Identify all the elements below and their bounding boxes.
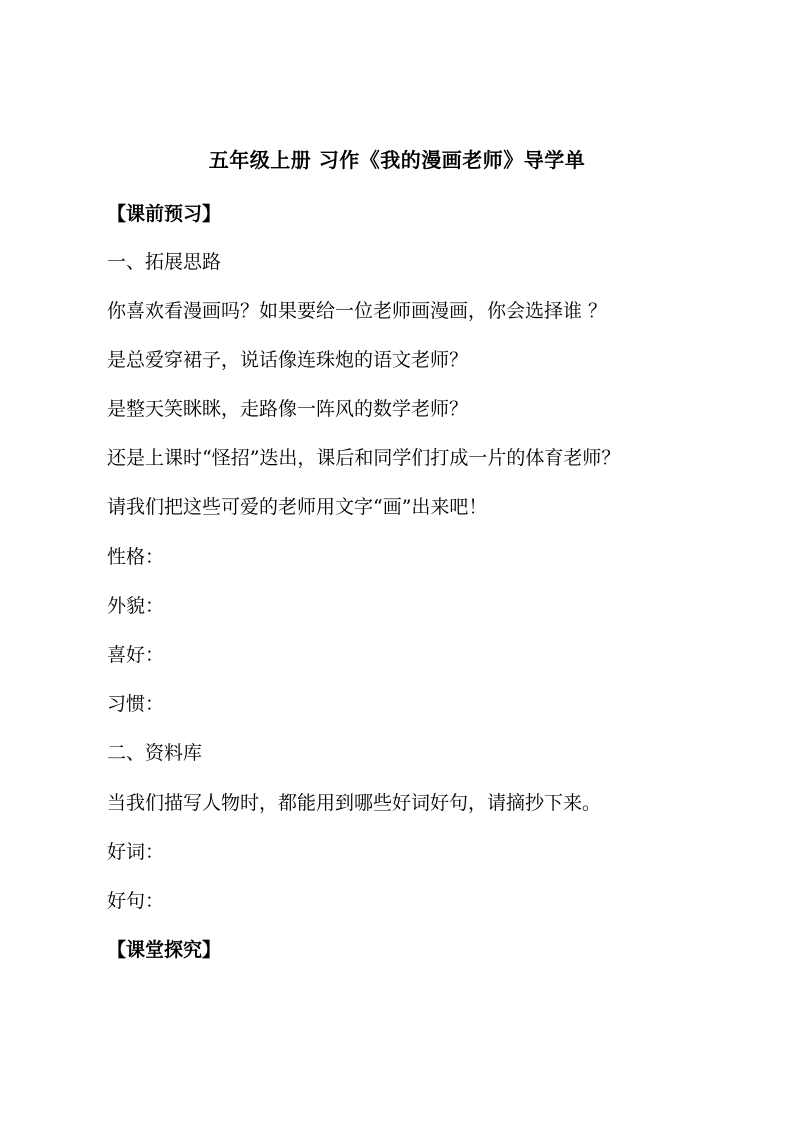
field-label-appearance: 外貌： <box>107 595 165 617</box>
field-label-hobbies: 喜好： <box>107 644 165 666</box>
paragraph: 你喜欢看漫画吗？如果要给一位老师画漫画，你会选择谁 ？ <box>107 300 608 322</box>
section-heading-preview: 【课前预习】 <box>107 203 222 225</box>
field-label-personality: 性格： <box>107 546 165 568</box>
document-title: 五年级上册 习作《我的漫画老师》导学单 <box>208 148 586 172</box>
field-label-good-sentences: 好句： <box>107 890 165 912</box>
paragraph: 是整天笑眯眯，走路像一阵风的数学老师？ <box>107 398 469 420</box>
field-label-habits: 习惯： <box>107 693 165 715</box>
part-heading-expand-ideas: 一、拓展思路 <box>107 251 222 273</box>
part-heading-resources: 二、资料库 <box>107 742 203 764</box>
paragraph: 请我们把这些可爱的老师用文字“画”出来吧！ <box>107 496 488 518</box>
paragraph: 是总爱穿裙子，说话像连珠炮的语文老师？ <box>107 349 469 371</box>
paragraph: 还是上课时“怪招”迭出，课后和同学们打成一片的体育老师？ <box>107 447 621 469</box>
paragraph: 当我们描写人物时，都能用到哪些好词好句，请摘抄下来。 <box>107 792 602 814</box>
section-heading-class-exploration: 【课堂探究】 <box>107 939 222 961</box>
field-label-good-words: 好词： <box>107 841 165 863</box>
